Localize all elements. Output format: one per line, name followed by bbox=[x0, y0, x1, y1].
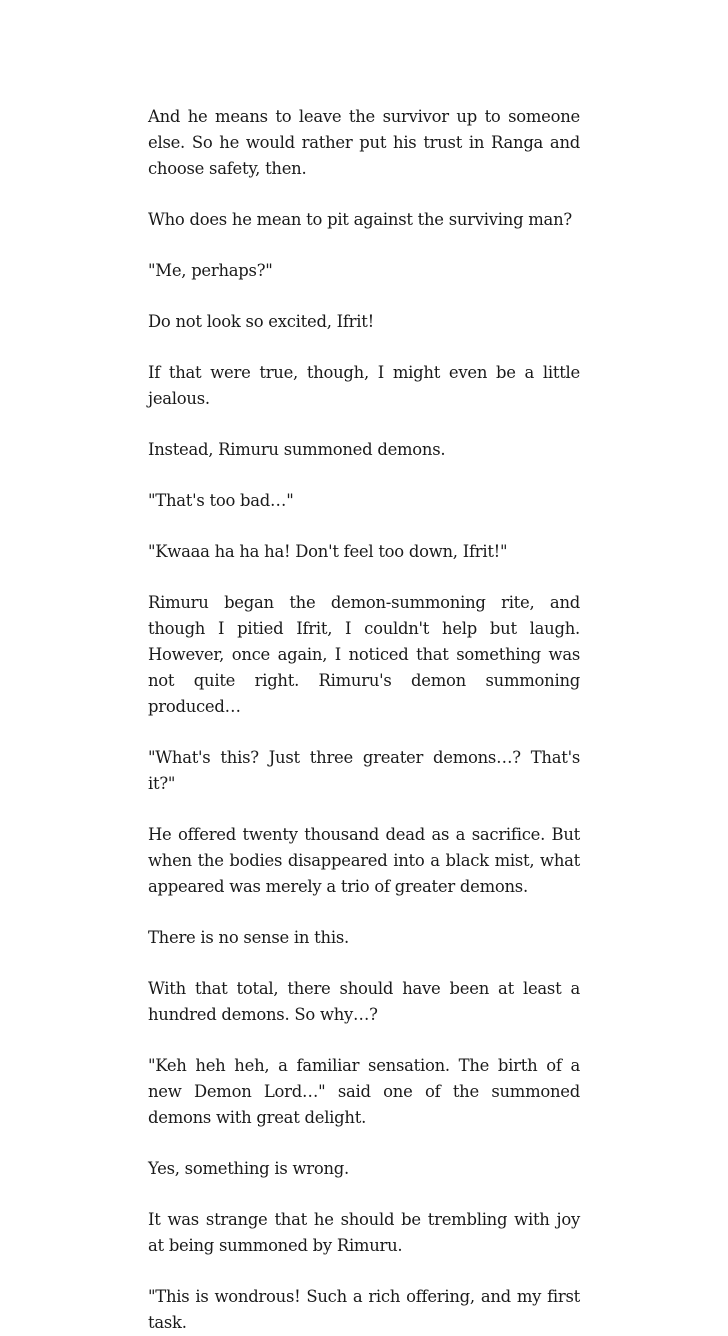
paragraph: Who does he mean to pit against the surviving man? bbox=[148, 210, 572, 229]
paragraph: "What's this? Just three greater demons…? That's it?" bbox=[148, 748, 580, 793]
paragraph: Do not look so excited, Ifrit! bbox=[148, 312, 374, 331]
paragraph: "Keh heh heh, a familiar sensation. The birth of a new Demon Lord…" said one of the summoned demons with great delight. bbox=[148, 1056, 580, 1127]
paragraph: "Kwaaa ha ha ha! Don't feel too down, Ifrit!" bbox=[148, 542, 508, 561]
paragraph: "Me, perhaps?" bbox=[148, 261, 273, 280]
paragraph: If that were true, though, I might even be a little jealous. bbox=[148, 363, 580, 408]
paragraph: And he means to leave the survivor up to someone else. So he would rather put his trust in Ranga and choose safety, then. bbox=[148, 107, 580, 178]
book-page bbox=[148, 104, 580, 1336]
paragraph: Yes, something is wrong. bbox=[148, 1159, 349, 1178]
paragraph: There is no sense in this. bbox=[148, 928, 349, 947]
paragraph: He offered twenty thousand dead as a sacrifice. But when the bodies disappeared into a black mist, what appeared was merely a trio of greater demons. bbox=[148, 825, 580, 896]
paragraph: With that total, there should have been at least a hundred demons. So why…? bbox=[148, 979, 580, 1024]
paragraph: Rimuru began the demon-summoning rite, and though I pitied Ifrit, I couldn't help but laugh. However, once again, I noticed that something was not quite right. Rimuru's demon summoning produced… bbox=[148, 593, 580, 716]
paragraph: Instead, Rimuru summoned demons. bbox=[148, 440, 446, 459]
paragraph: It was strange that he should be trembling with joy at being summoned by Rimuru. bbox=[148, 1210, 580, 1255]
paragraph: "This is wondrous! Such a rich offering, and my first task. bbox=[148, 1287, 580, 1332]
paragraph: "That's too bad…" bbox=[148, 491, 294, 510]
